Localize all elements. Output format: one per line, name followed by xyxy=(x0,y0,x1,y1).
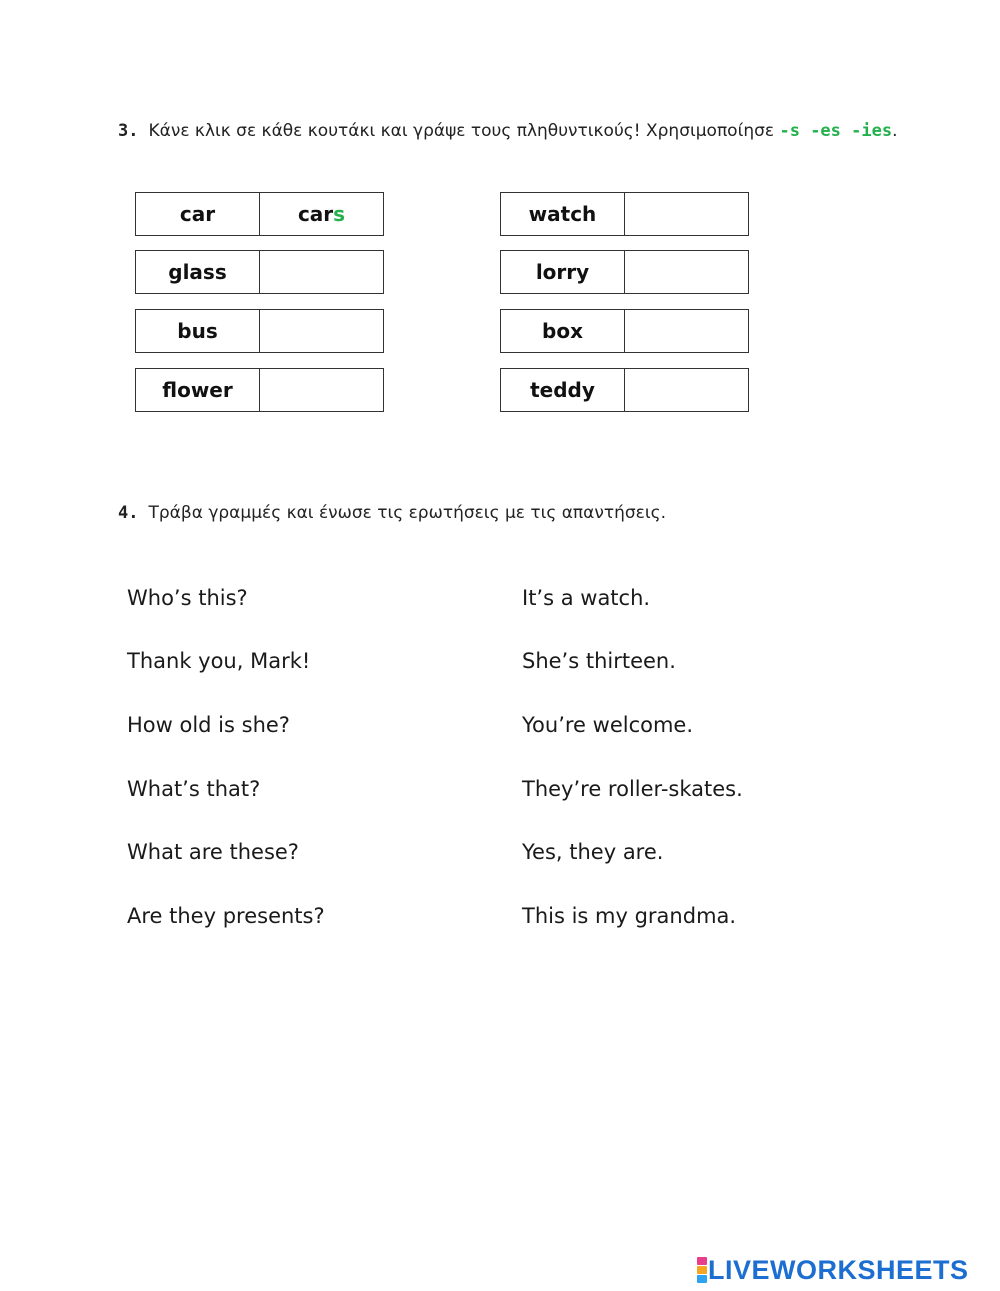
plural-answer-input[interactable] xyxy=(260,368,384,412)
question-item[interactable]: What are these? xyxy=(127,840,299,864)
plural-answer-input[interactable] xyxy=(625,309,749,353)
exercise-3-number: 3. xyxy=(118,121,139,141)
plural-answer-input[interactable] xyxy=(260,250,384,294)
answer-item[interactable]: Yes, they are. xyxy=(522,840,664,864)
word-box: car xyxy=(135,192,260,236)
question-item[interactable]: Thank you, Mark! xyxy=(127,649,311,673)
word-box: lorry xyxy=(500,250,625,294)
instruction-period: . xyxy=(892,121,898,141)
word-box: glass xyxy=(135,250,260,294)
word-box: watch xyxy=(500,192,625,236)
answer-item[interactable]: They’re roller-skates. xyxy=(522,777,743,801)
plural-answer-input[interactable] xyxy=(260,309,384,353)
logo-block xyxy=(697,1257,707,1265)
exercise-4-text: Τράβα γραμμές και ένωσε τις ερωτήσεις με τις απαντήσεις. xyxy=(148,503,666,523)
answer-item[interactable]: You’re welcome. xyxy=(522,713,694,737)
plural-answer-input[interactable] xyxy=(625,192,749,236)
suffix-hint: -s -es -ies xyxy=(779,121,893,141)
logo-block xyxy=(697,1275,707,1283)
word-box: flower xyxy=(135,368,260,412)
answer-item[interactable]: This is my grandma. xyxy=(522,904,737,928)
example-answer-base: car xyxy=(297,202,334,226)
exercise-3-text: Κάνε κλικ σε κάθε κουτάκι και γράψε τους πληθυντικούς! Χρησιμοποίησε xyxy=(148,121,775,141)
answer-item[interactable]: It’s a watch. xyxy=(522,586,651,610)
logo-block xyxy=(697,1266,707,1274)
plural-answer-input[interactable] xyxy=(625,250,749,294)
example-answer-suffix: s xyxy=(333,202,346,226)
exercise-3-instruction xyxy=(118,121,897,141)
exercise-4-number: 4. xyxy=(118,503,139,523)
word-box: bus xyxy=(135,309,260,353)
question-item[interactable]: Who’s this? xyxy=(127,586,248,610)
example-answer xyxy=(260,192,384,236)
logo-text: LIVEWORKSHEETS xyxy=(708,1254,969,1285)
word-box: box xyxy=(500,309,625,353)
question-item[interactable]: How old is she? xyxy=(127,713,290,737)
question-item[interactable]: What’s that? xyxy=(127,777,261,801)
word-box: teddy xyxy=(500,368,625,412)
answer-item[interactable]: She’s thirteen. xyxy=(522,649,676,673)
question-item[interactable]: Are they presents? xyxy=(127,904,325,928)
liveworksheets-logo xyxy=(697,1255,969,1285)
plural-answer-input[interactable] xyxy=(625,368,749,412)
logo-blocks-icon xyxy=(697,1257,705,1283)
exercise-4-instruction xyxy=(118,503,666,523)
